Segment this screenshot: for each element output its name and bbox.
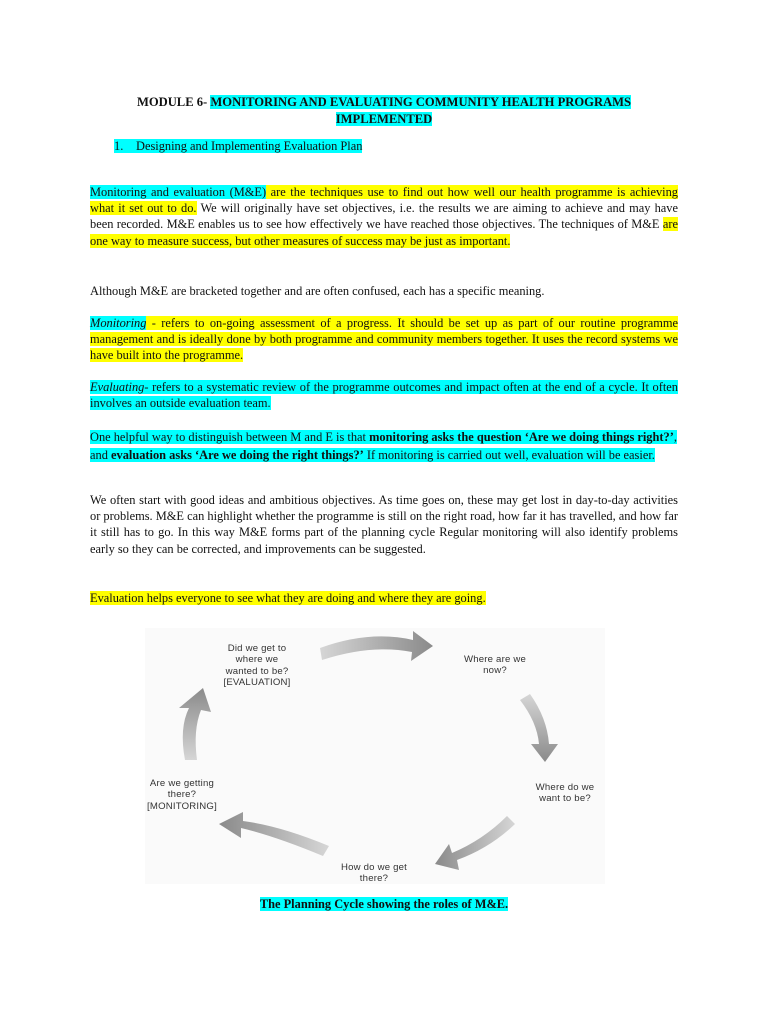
section-heading: [114, 139, 362, 154]
distinguish-paragraph: [90, 428, 678, 464]
monitoring-dash: -: [146, 316, 162, 330]
ideas-paragraph: [90, 492, 678, 557]
label-monitoring: Are we getting there? [MONITORING]: [147, 778, 217, 812]
section-number: 1.: [114, 139, 124, 153]
planning-cycle-diagram: [145, 628, 605, 884]
arrow-bottom-left: [219, 812, 329, 856]
arrow-left: [179, 688, 211, 760]
distinguish-intro: One helpful way to distinguish between M and E is that: [90, 430, 370, 444]
evaluating-term: Evaluating: [90, 380, 145, 394]
bracketed-paragraph: [90, 283, 678, 299]
arrow-top: [320, 631, 433, 661]
me-definition-tail: are one way to measure success, but other measures of success may be just as important.: [90, 217, 678, 248]
monitoring-definition: refers to on-going assessment of a progress. It should be set up as part of our routine programme management and is ideally done by both programme and community members together. It uses the record systems we have built into the programme.: [90, 316, 678, 363]
bracketed-text: Although M&E are bracketed together and are often confused, each has a specific meaning.: [90, 284, 545, 298]
monitoring-term: Monitoring: [90, 316, 147, 330]
module-title: [90, 94, 678, 127]
distinguish-evaluation-question: evaluation asks ‘Are we doing the right things?’: [111, 448, 364, 462]
label-get-there: How do we get there?: [340, 862, 408, 885]
me-term: Monitoring and evaluation (M&E): [90, 185, 267, 199]
caption-text: The Planning Cycle showing the roles of M&E.: [259, 897, 509, 911]
label-want-to-be: Where do we want to be?: [535, 782, 595, 805]
label-evaluation: Did we get to where we wanted to be? [EVALUATION]: [223, 643, 291, 689]
label-where-now: Where are we now?: [463, 654, 527, 677]
ideas-text: We often start with good ideas and ambitious objectives. As time goes on, these may get lost in day-to-day activities or problems. M&E can highlight whether the programme is still on the right road, how far it has travelled, and how far it still has to go. In this way M&E forms part of the planning cycle Regular monitoring will also identify problems early so they can be corrected, and improvements can be suggested.: [90, 493, 678, 556]
distinguish-monitoring-question: monitoring asks the question ‘Are we doing things right?’: [369, 430, 674, 444]
distinguish-and: , and: [90, 430, 677, 462]
evaluating-paragraph: [90, 379, 678, 411]
module-title-line1: MONITORING AND EVALUATING COMMUNITY HEALTH PROGRAMS: [210, 95, 632, 109]
me-definition-paragraph: [90, 184, 678, 249]
diagram-caption: [90, 897, 678, 912]
evaluation-helps-paragraph: [90, 590, 678, 606]
me-definition-highlight: are the techniques use to find out how well our health programme is achieving what it set out to do.: [90, 185, 678, 216]
distinguish-tail: If monitoring is carried out well, evaluation will be easier.: [363, 448, 655, 462]
arrow-bottom-right: [435, 816, 515, 870]
evaluation-helps-text: Evaluation helps everyone to see what they are doing and where they are going.: [90, 591, 486, 605]
section-heading-text: Designing and Implementing Evaluation Plan: [136, 139, 363, 153]
monitoring-paragraph: [90, 315, 678, 364]
module-title-line2: IMPLEMENTED: [335, 111, 433, 126]
arrow-right: [520, 694, 558, 762]
module-prefix: MODULE 6-: [136, 95, 211, 109]
me-definition-plain: We will originally have set objectives, i.e. the results we are aiming to achieve and may have been recorded. M&E enables us to see how effectively we have reached those objectives. The techniques of M&E: [90, 201, 678, 232]
evaluating-definition: - refers to a systematic review of the programme outcomes and impact often at the end of a cycle. It often involves an outside evaluation team.: [90, 380, 678, 411]
